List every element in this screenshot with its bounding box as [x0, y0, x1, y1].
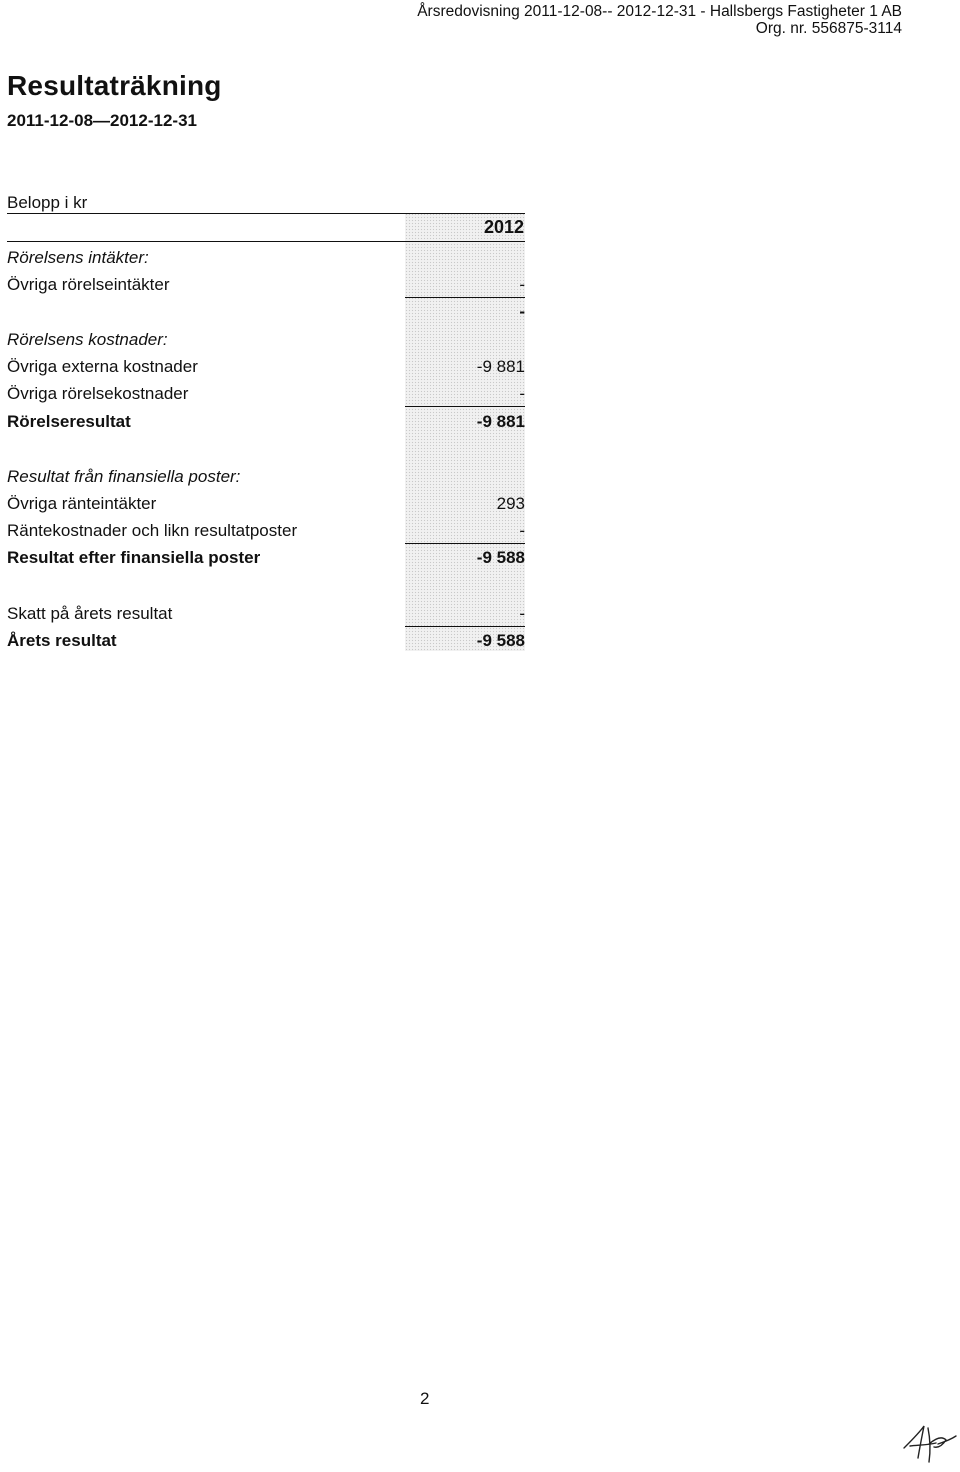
row-rantekostnader: Räntekostnader och likn resultatposter -	[7, 521, 525, 540]
signature-initials	[898, 1418, 958, 1468]
row-ovriga-ranteintakter: Övriga ränteintäkter 293	[7, 494, 525, 513]
header-rule	[7, 213, 525, 214]
year-column-header: 2012	[483, 217, 524, 237]
amount-unit: Belopp i kr	[7, 193, 88, 212]
row-ovriga-rorelseintakter: Övriga rörelseintäkter -	[7, 275, 525, 294]
row-sum-intakter: -	[519, 302, 525, 321]
row-skatt: Skatt på årets resultat -	[7, 604, 525, 623]
row-ovriga-externa-kostnader: Övriga externa kostnader -9 881	[7, 357, 525, 376]
document-header	[417, 3, 902, 37]
header-org-number: Org. nr. 556875-3114	[755, 20, 902, 37]
period-range: 2011-12-08—2012-12-31	[7, 111, 197, 130]
subtotal-rule	[405, 543, 525, 544]
section-heading-intakter: Rörelsens intäkter:	[7, 248, 149, 267]
row-ovriga-rorelsekostnader: Övriga rörelsekostnader -	[7, 384, 525, 403]
page-title: Resultaträkning	[7, 70, 222, 101]
row-rorelseresultat: Rörelseresultat -9 881	[7, 412, 525, 431]
row-resultat-efter-finansiella: Resultat efter finansiella poster -9 588	[7, 548, 525, 567]
subtotal-rule	[405, 626, 525, 627]
subtotal-rule	[405, 406, 525, 407]
section-heading-kostnader: Rörelsens kostnader:	[7, 330, 168, 349]
subtotal-rule	[405, 297, 525, 298]
column-header-rule	[7, 241, 525, 242]
header-report-title: Årsredovisning 2011-12-08-- 2012-12-31 - Hallsbergs Fastigheter 1 AB	[417, 3, 902, 20]
row-arets-resultat: Årets resultat -9 588	[7, 631, 525, 650]
section-heading-finansiella: Resultat från finansiella poster:	[7, 467, 241, 486]
page-number: 2	[420, 1389, 430, 1408]
